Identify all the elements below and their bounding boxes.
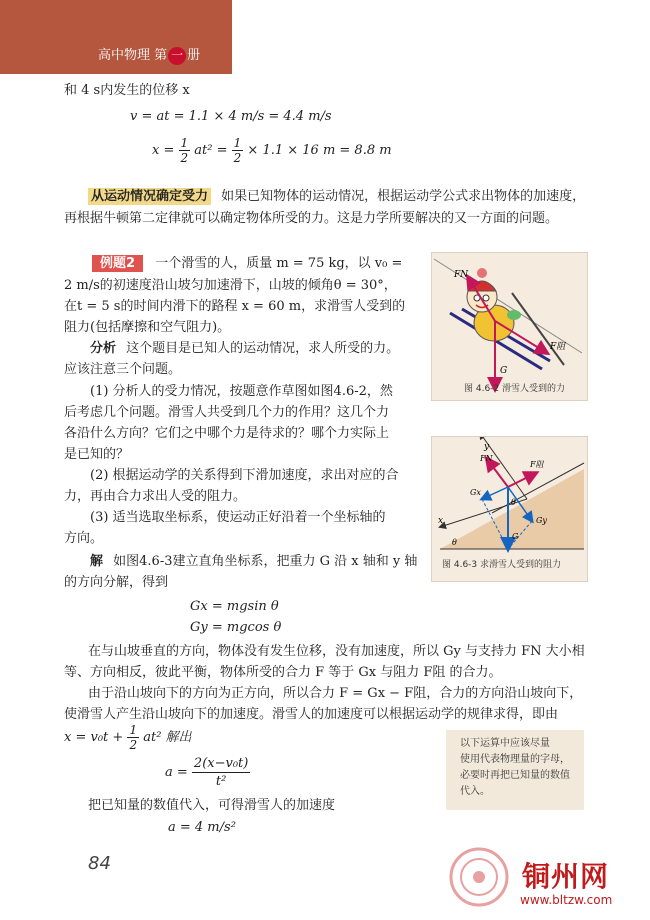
book-title	[98, 44, 200, 65]
note-line-1: 使用代表物理量的字母，	[460, 754, 570, 765]
watermark-logo-icon	[446, 844, 512, 910]
skier-diagram	[432, 253, 587, 400]
frac-num: 1	[233, 136, 242, 150]
equation-gx: Gx = mgsin θ	[190, 599, 279, 614]
solution-p2-1: 使滑雪人产生沿山坡向下的加速度。滑雪人的加速度可以根据运动学的规律求得，即由	[64, 707, 559, 722]
solution-text-1: 如图4.6-3建立直角坐标系，把重力 G 沿 x 轴和 y 轴	[113, 554, 418, 569]
fig2-label-gy: Gy	[536, 516, 547, 525]
equation-kinematic	[64, 722, 192, 754]
glove-icon	[507, 310, 521, 320]
analysis-text-9: 方向。	[64, 531, 104, 546]
note-line-2: 必要时再把已知量的数值	[460, 770, 570, 781]
eq-kin-lhs: x = v₀t +	[64, 730, 124, 745]
equation-acceleration	[165, 755, 250, 791]
figure-caption-1: 图 4.6-2 滑雪人受到的力	[464, 384, 566, 394]
example-text-1: 2 m/s的初速度沿山坡匀加速滑下，山坡的倾角θ = 30°，	[64, 278, 397, 293]
solution-p1-0: 在与山坡垂直的方向，物体没有发生位移，没有加速度，所以 Gy 与支持力 FN 大小相	[88, 644, 585, 659]
example-text-0: 一个滑雪的人，质量 m = 75 kg，以 v₀ =	[155, 256, 403, 271]
eq-x-rhs: × 1.1 × 16 m = 8.8 m	[247, 143, 392, 158]
fraction-half	[179, 136, 191, 165]
frac-den: 2	[180, 151, 189, 165]
fig2-label-f: F阻	[530, 460, 544, 469]
book-title-prefix: 高中物理 第	[98, 48, 168, 63]
fig2-label-gx: Gx	[470, 488, 481, 497]
fig1-label-fn: FN	[454, 270, 469, 280]
fig2-label-theta-2: θ	[511, 498, 516, 507]
solution-result: a = 4 m/s²	[168, 820, 236, 835]
eq-kin-rhs: at² 解出	[143, 730, 192, 745]
equation-velocity: v = at = 1.1 × 4 m/s = 4.4 m/s	[130, 109, 332, 124]
normal-force-arrow	[487, 459, 508, 487]
page-number: 84	[88, 853, 111, 874]
analysis-text-6: (2) 根据运动学的关系得到下滑加速度，求出对应的合	[90, 468, 399, 483]
fig2-label-fn: FN	[480, 454, 493, 463]
fig1-label-g: G	[500, 366, 508, 376]
fraction-half-3	[127, 723, 139, 752]
section-line-1	[88, 186, 585, 207]
note-line-3: 代入。	[460, 786, 490, 797]
gx-arrow	[482, 487, 508, 499]
analysis-text-2: (1) 分析人的受力情况，按题意作草图如图4.6-2，然	[90, 384, 393, 399]
analysis-text-4: 各沿什么方向？它们之中哪个力是待求的？哪个力实际上	[64, 426, 390, 441]
book-title-suffix: 册	[187, 48, 201, 63]
eq-a-lhs: a =	[165, 765, 188, 780]
solution-line-1	[90, 551, 417, 572]
example-text-2: 在t = 5 s的时间内滑下的路程 x = 60 m，求滑雪人受到的	[64, 299, 406, 314]
example-tag: 例题2	[92, 255, 143, 272]
solution-p2-0: 由于沿山坡向下的方向为正方向，所以合力 F = Gx − F阻，合力的方向沿山坡向下，	[88, 686, 583, 701]
frac-num: 1	[180, 136, 189, 150]
eq-x-lhs: x =	[152, 143, 175, 158]
eq-x-mid: at² =	[194, 143, 228, 158]
figure-4-6-2	[431, 252, 588, 401]
solution-label: 解	[90, 554, 104, 569]
note-line-0: 以下运算中应该尽量	[460, 738, 550, 749]
example-text-3: 阻力(包括摩擦和空气阻力)。	[64, 320, 231, 335]
section-tag: 从运动情况确定受力	[88, 188, 211, 205]
watermark-url: www.bltzw.com	[520, 893, 613, 907]
equation-gy: Gy = mgcos θ	[190, 620, 282, 635]
fig2-label-g: G	[512, 532, 519, 541]
fig1-label-f: F阻	[550, 342, 566, 352]
analysis-text-0: 这个题目是已知人的运动情况，求人所受的力。	[126, 341, 400, 356]
fig2-label-y: y	[484, 442, 490, 452]
resistance-force-arrow	[508, 473, 536, 487]
fraction-accel	[192, 755, 250, 790]
solution-text-2: 的方向分解，得到	[64, 575, 169, 590]
analysis-line-0	[90, 338, 399, 359]
hat-pompom-icon	[477, 268, 487, 278]
volume-badge: 一	[168, 47, 186, 65]
fig2-label-theta: θ	[452, 538, 457, 547]
analysis-label: 分析	[90, 341, 117, 356]
analysis-text-5: 是已知的？	[64, 447, 130, 462]
analysis-text-7: 力，再由合力求出人受的阻力。	[64, 489, 247, 504]
frac-den: 2	[129, 738, 138, 752]
fig2-label-x: x	[438, 516, 444, 526]
frac-den: 2	[233, 151, 242, 165]
analysis-text-1: 应该注意三个问题。	[64, 362, 182, 377]
fraction-half-2	[232, 136, 244, 165]
figure-caption-2: 图 4.6-3 求滑雪人受到的阻力	[442, 560, 562, 570]
analysis-text-8: (3) 适当选取坐标系，使运动正好沿着一个坐标轴的	[90, 510, 386, 525]
section-text-1: 如果已知物体的运动情况，根据运动学公式求出物体的加速度，	[221, 189, 586, 204]
watermark-text: 铜州网	[522, 860, 610, 893]
intro-line: 和 4 s内发生的位移 x	[64, 83, 190, 98]
analysis-text-3: 后考虑几个问题。滑雪人共受到几个力的作用？这几个力	[64, 405, 390, 420]
side-note	[446, 730, 584, 810]
frac-num: 1	[129, 723, 138, 737]
frac-num: 2(x−v₀t)	[193, 756, 249, 771]
solution-substitute: 把已知量的数值代入，可得滑雪人的加速度	[88, 798, 336, 813]
section-line-2: 再根据牛顿第二定律就可以确定物体所受的力。这是力学所要解决的又一方面的问题。	[64, 211, 559, 226]
equation-displacement	[152, 136, 392, 166]
solution-p1-1: 等、方向相反，彼此平衡，物体所受的合力 F 等于 Gx 与阻力 F阻 的合力。	[64, 665, 502, 680]
frac-den: t²	[215, 774, 227, 789]
example-line-1	[92, 253, 402, 274]
